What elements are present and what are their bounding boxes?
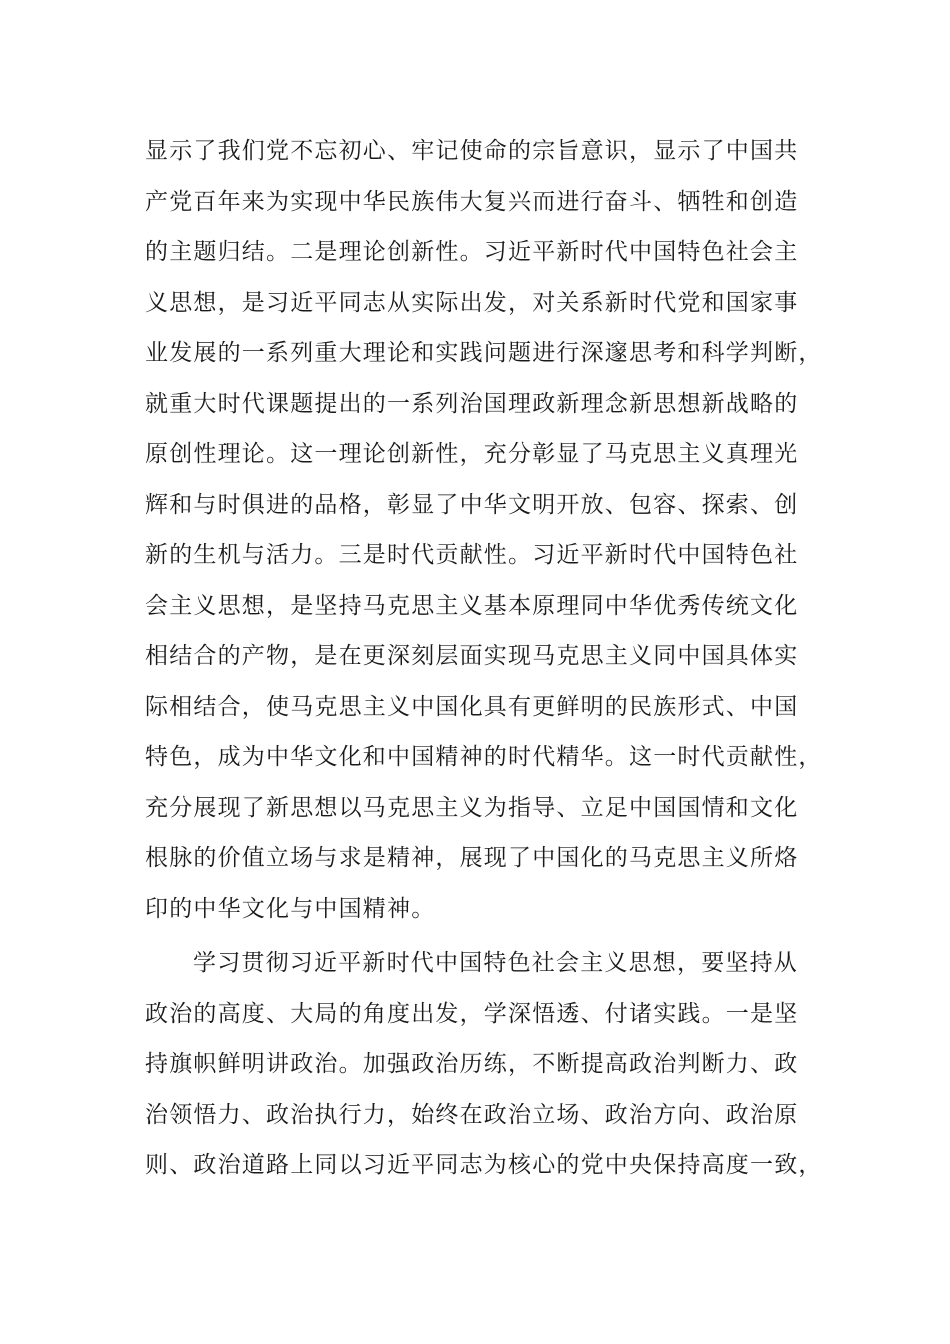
paragraph-2-line: 政治的高度、大局的角度出发，学深悟透、付诸实践。一是坚 [145,1000,799,1027]
paragraph-1-line: 义思想，是习近平同志从实际出发，对关系新时代党和国家事 [145,289,799,316]
paragraph-1-line: 会主义思想，是坚持马克思主义基本原理同中华优秀传统文化 [145,592,799,619]
paragraph-1-line: 根脉的价值立场与求是精神，展现了中国化的马克思主义所烙 [145,845,799,871]
paragraph-2-line: 持旗帜鲜明讲政治。加强政治历练，不断提高政治判断力、政 [145,1051,799,1077]
paragraph-1-line: 原创性理论。这一理论创新性，充分彰显了马克思主义真理光 [145,441,799,467]
paragraph-2-line: 则、政治道路上同以习近平同志为核心的党中央保持高度一致， [145,1152,823,1178]
paragraph-1-line: 际相结合，使马克思主义中国化具有更鲜明的民族形式、中国 [145,693,799,720]
paragraph-2-line: 学习贯彻习近平新时代中国特色社会主义思想，要坚持从 [193,950,798,976]
paragraph-2 [145,938,823,1191]
paragraph-1-line: 显示了我们党不忘初心、牢记使命的宗旨意识，显示了中国共 [145,138,799,164]
paragraph-1 [145,126,823,934]
paragraph-1-line: 产党百年来为实现中华民族伟大复兴而进行奋斗、牺牲和创造 [145,188,799,215]
paragraph-1-line: 就重大时代课题提出的一系列治国理政新理念新思想新战略的 [145,390,799,417]
paragraph-1-line: 新的生机与活力。三是时代贡献性。习近平新时代中国特色社 [145,542,799,568]
paragraph-1-line: 特色，成为中华文化和中国精神的时代精华。这一时代贡献性， [145,744,823,770]
paragraph-1-line: 的主题归结。二是理论创新性。习近平新时代中国特色社会主 [145,239,799,265]
paragraph-1-line: 印的中华文化与中国精神。 [145,895,436,922]
paragraph-1-line: 业发展的一系列重大理论和实践问题进行深邃思考和科学判断， [145,340,823,366]
paragraph-1-line: 充分展现了新思想以马克思主义为指导、立足中国国情和文化 [145,794,799,821]
paragraph-1-line: 辉和与时俱进的品格，彰显了中华文明开放、包容、探索、创 [145,491,799,518]
paragraph-1-line: 相结合的产物，是在更深刻层面实现马克思主义同中国具体实 [145,643,799,669]
paragraph-2-line: 治领悟力、政治执行力，始终在政治立场、政治方向、政治原 [145,1101,799,1128]
